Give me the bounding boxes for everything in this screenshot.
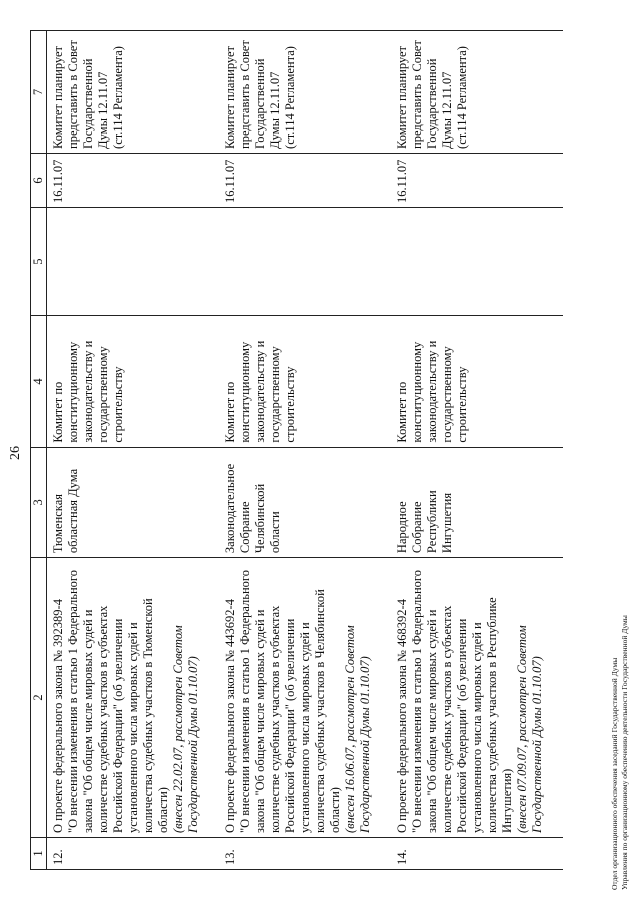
column-5-cell (47, 207, 220, 315)
bill-note: (внесен 16.06.07, рассмотрен Советом Государственной Думы 01.10.07) (343, 625, 372, 833)
footer-department: Отдел организационного обеспечения заседаний Государственной Думы (610, 657, 619, 890)
column-header: 6 (31, 153, 47, 207)
responsible-committee: Комитет по конституционному законодательству и государственному строительству (219, 316, 391, 447)
column-header: 2 (31, 558, 47, 838)
bill-note: (внесен 22.02.07, рассмотрен Советом Государственной Думы 01.10.07) (171, 625, 200, 833)
row-number: 13. (219, 837, 391, 869)
column-header: 3 (31, 447, 47, 558)
responsible-committee: Комитет по конституционному законодательству и государственному строительству (47, 316, 220, 447)
table-row (47, 31, 220, 870)
row-number: 12. (47, 837, 220, 869)
status-cell: Комитет планирует представить в Совет Государственной Думы 12.11.07 (ст.114 Регламента) (391, 31, 563, 154)
initiator: Тюменская областная Дума (47, 447, 220, 558)
table-row (391, 31, 563, 870)
initiator: Законодательное Собрание Челябинской области (219, 447, 391, 558)
column-header-row (31, 31, 47, 870)
column-header: 5 (31, 207, 47, 315)
bill-description (219, 558, 391, 838)
bill-body: "О внесении изменения в статью 1 Федерального закона "Об общем числе мировых судей и количестве судебных участков в субъектах Российской Федерации" (об увеличении установленного числа мировых судей и количества судебных участков в Челябинской области) (238, 570, 342, 833)
column-header: 1 (31, 837, 47, 869)
status-cell: Комитет планирует представить в Совет Государственной Думы 12.11.07 (ст.114 Регламента) (47, 31, 220, 154)
date-cell: 16.11.07 (47, 153, 220, 207)
bill-body: "О внесении изменения в статью 1 Федерального закона "Об общем числе мировых судей и количестве судебных участков в субъектах Российской Федерации" (об увеличении установленного числа мировых судей и количества судебных участков в Республике Ингушетия) (410, 570, 514, 833)
row-number: 14. (391, 837, 563, 869)
page-number: 26 (8, 446, 23, 460)
responsible-committee: Комитет по конституционному законодательству и государственному строительству (391, 316, 563, 447)
bill-title: О проекте федерального закона № 443692-4 (223, 599, 237, 833)
initiator: Народное Собрание Республики Ингушетия (391, 447, 563, 558)
footer-directorate: Управления по организационному обеспечению деятельности Государственной Думы (620, 615, 629, 890)
status-cell: Комитет планирует представить в Совет Государственной Думы 12.11.07 (ст.114 Регламента) (219, 31, 391, 154)
column-header: 7 (31, 31, 47, 154)
bill-body: "О внесении изменения в статью 1 Федерального закона "Об общем числе мировых судей и количестве судебных участков в субъектах Российской Федерации" (об увеличении установленного числа мировых судей и количества судебных участков в Тюменской области) (66, 570, 170, 833)
bill-description (391, 558, 563, 838)
bill-title: О проекте федерального закона № 392389-4 (51, 599, 65, 833)
bill-note: (внесен 07.09.07, рассмотрен Советом Государственной Думы 01.10.07) (515, 625, 544, 833)
column-header: 4 (31, 316, 47, 447)
table-row (219, 31, 391, 870)
bills-table (30, 30, 563, 870)
date-cell: 16.11.07 (219, 153, 391, 207)
column-5-cell (391, 207, 563, 315)
bill-description (47, 558, 220, 838)
date-cell: 16.11.07 (391, 153, 563, 207)
column-5-cell (219, 207, 391, 315)
bill-title: О проекте федерального закона № 468392-4 (395, 599, 409, 833)
